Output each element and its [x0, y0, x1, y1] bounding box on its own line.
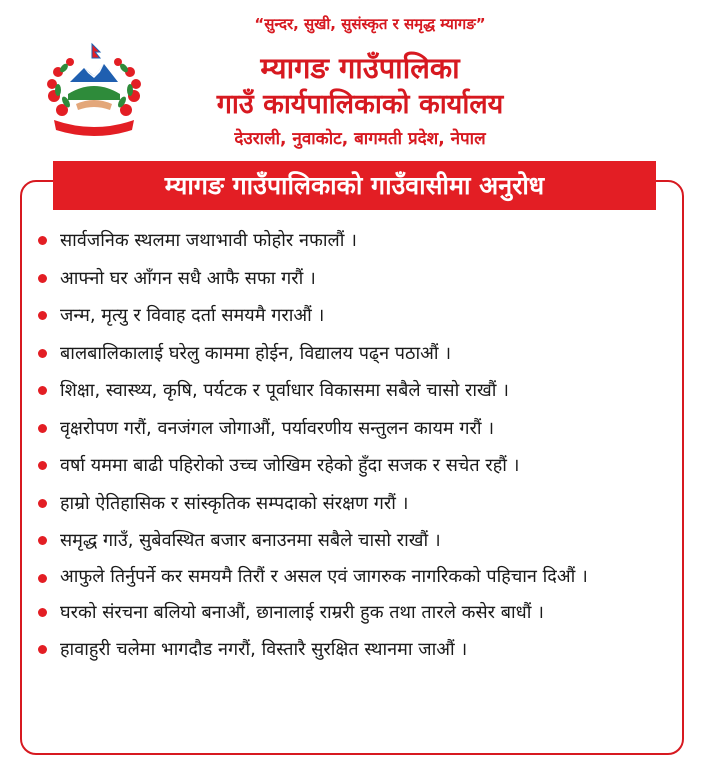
list-item	[36, 447, 676, 485]
list-item	[36, 631, 676, 669]
request-text: शिक्षा, स्वास्थ्य, कृषि, पर्यटक र पूर्वाधार विकासमा सबैले चासो राखौं ।	[60, 380, 509, 401]
request-text: जन्म, मृत्यु र विवाह दर्ता समयमै गराऔं ।	[60, 305, 325, 326]
bullet-icon	[38, 349, 47, 358]
nepal-government-emblem-icon	[40, 38, 148, 138]
request-text: बालबालिकालाई घरेलु काममा होईन, विद्यालय पढ्न पठाऔं ।	[60, 342, 452, 364]
office-subtitle: गाउँ कार्यपालिकाको कार्यालय	[216, 89, 504, 120]
bullet-icon	[38, 608, 47, 617]
bullet-icon	[38, 645, 47, 654]
request-text: हाम्रो ऐतिहासिक र सांस्कृतिक सम्पदाको संरक्षण गरौं ।	[60, 492, 409, 514]
list-item	[36, 297, 676, 335]
request-text: समृद्ध गाउँ, सुबेवस्थित बजार बनाउनमा सबैले चासो राखौं ।	[60, 530, 441, 551]
bullet-icon	[38, 311, 47, 320]
list-item	[36, 335, 676, 373]
list-item	[36, 222, 676, 260]
list-item	[36, 522, 676, 560]
list-item	[36, 260, 676, 298]
municipality-title: म्यागङ गाउँपालिका	[260, 51, 460, 85]
bullet-icon	[38, 424, 47, 433]
bullet-icon	[38, 461, 47, 470]
request-text: आफुले तिर्नुपर्ने कर समयमै तिरौं र असल एवं जागरुक नागरिकको पहिचान दिऔं ।	[60, 565, 588, 587]
list-item	[36, 410, 676, 448]
request-list	[36, 222, 676, 669]
list-item	[36, 594, 676, 632]
address: देउराली, नुवाकोट, बागमती प्रदेश, नेपाल	[234, 129, 486, 149]
request-text: सार्वजनिक स्थलमा जथाभावी फोहोर नफालौं ।	[60, 230, 357, 251]
bullet-icon	[38, 236, 47, 245]
request-text: हावाहुरी चलेमा भागदौड नगरौं, विस्तारै सुरक्षित स्थानमा जाऔं ।	[60, 639, 468, 660]
list-item	[36, 372, 676, 410]
notice-banner: म्यागङ गाउँपालिकाको गाउँवासीमा अनुरोध	[53, 161, 656, 210]
bullet-icon	[38, 574, 47, 583]
request-text: वृक्षरोपण गरौं, वनजंगल जोगाऔं, पर्यावरणीय सन्तुलन कायम गरौं ।	[60, 417, 495, 439]
slogan: “सुन्दर, सुखी, सुसंस्कृत र समृद्ध म्यागङ”	[254, 15, 486, 33]
bullet-icon	[38, 386, 47, 395]
bullet-icon	[38, 274, 47, 283]
request-text: घरको संरचना बलियो बनाऔं, छानालाई राम्ररी हुक तथा तारले कसेर बाधौं ।	[60, 601, 544, 623]
request-text: आफ्नो घर आँगन सधै आफै सफा गरौं ।	[60, 267, 316, 289]
list-item	[36, 560, 676, 594]
request-text: वर्षा यममा बाढी पहिरोको उच्च जोखिम रहेको हुँदा सजक र सचेत रहौं ।	[60, 455, 520, 476]
list-item	[36, 485, 676, 523]
bullet-icon	[38, 536, 47, 545]
bullet-icon	[38, 499, 47, 508]
